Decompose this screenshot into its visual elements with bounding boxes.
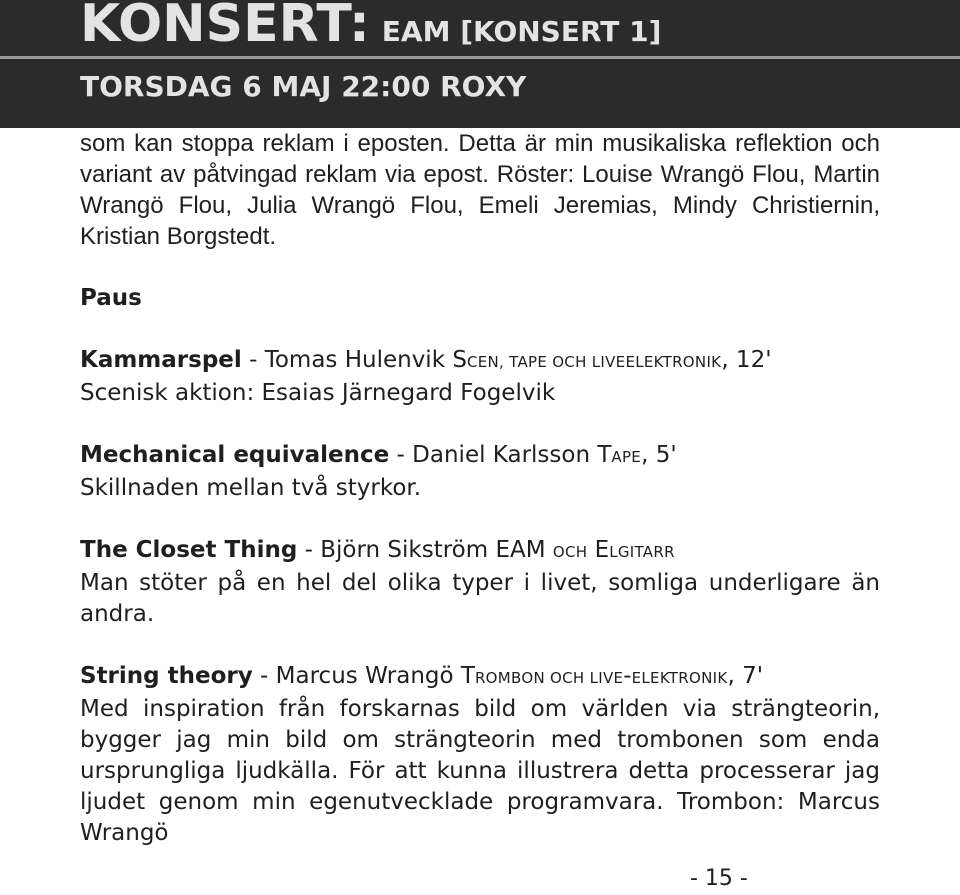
work-duration: , 12' [721,347,772,373]
work-description: Med inspiration från forskarnas bild om världen via strängteorin, bygger jag min bild om strängteorin med trombonen som enda ursprungliga ljudkälla. För att kunna illustrera detta processerar jag ljudet genom min egenutvecklade programvara. Trombon: Marcus Wrangö [80,696,880,846]
title-event: EAM [KONSERT 1] [381,15,662,48]
work-instrumentation: APE [611,448,642,466]
work-instrumentation: ROMBON OCH LIVE [474,669,624,687]
page-number: - 15 - [690,866,748,891]
intermission-label [80,283,880,314]
work-title: String theory [80,663,253,689]
work-title: Kammarspel [80,347,242,373]
work-item [80,535,880,630]
work-credit-mid: - [623,663,632,689]
work-duration: , 5' [641,442,677,468]
work-credit-line [80,440,880,473]
concert-date-venue: TORSDAG 6 MAJ 22:00 ROXY [80,70,527,103]
work-item [80,345,880,409]
concert-title [80,0,661,54]
program-content [80,128,880,849]
work-credit: - Björn Sikström EAM [297,537,553,563]
work-credit: - Marcus Wrangö T [252,663,475,689]
work-credit-line [80,661,880,694]
work-credit: - Daniel Karlsson T [389,442,612,468]
work-credit: - Tomas Hulenvik S [241,347,467,373]
work-description: Skillnaden mellan två styrkor. [80,475,422,501]
work-instrumentation: OCH [552,543,588,561]
work-credit-line [80,535,880,568]
work-item [80,661,880,849]
work-credit-line [80,345,880,378]
title-main: KONSERT: [80,0,370,54]
work-title: The Closet Thing [80,537,298,563]
work-description: Scenisk aktion: Esaias Järnegard Fogelvik [80,380,556,406]
work-duration: , 7' [727,663,764,689]
work-item [80,440,880,504]
header-banner [0,0,960,128]
intro-paragraph: som kan stoppa reklam i eposten. Detta är min musikaliska reflektion och variant av påtvingad reklam via epost. Röster: Louise Wrangö Flou, Martin Wrangö Flou, Julia Wrangö Flou, Emeli Jeremias, Mindy Christiernin, Kristian Borgstedt. [80,130,880,250]
work-description: Man stöter på en hel del olika typer i livet, somliga underligare än andra. [80,570,880,627]
header-divider [0,56,960,59]
work-instrumentation-2: LGITARR [609,543,675,561]
paus-text: Paus [80,285,142,311]
work-credit-mid: E [587,537,610,563]
work-instrumentation-2: ELEKTRONIK [631,669,728,687]
work-title: Mechanical equivalence [80,442,390,468]
work-instrumentation: CEN, TAPE OCH LIVEELEKTRONIK [466,353,722,371]
